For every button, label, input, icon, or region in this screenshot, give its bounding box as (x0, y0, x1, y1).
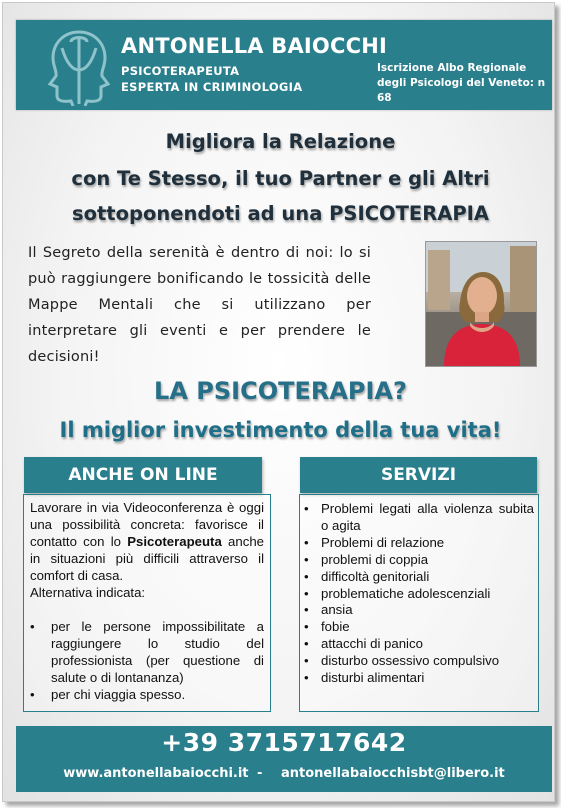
bullet-icon: • (30, 686, 35, 702)
registration-line-2: degli Psicologi del Veneto: n 68 (377, 77, 546, 104)
bullet-icon: • (304, 534, 309, 550)
online-alternative-label: Alternativa indicata: (30, 584, 146, 600)
practitioner-name: ANTONELLA BAIOCCHI (121, 34, 387, 58)
bullet-icon: • (304, 653, 309, 669)
subheadline-statement: Il miglior investimento della tua vita! (59, 418, 502, 442)
registration-line-1: Iscrizione Albo Regionale (377, 62, 527, 74)
registration-info (377, 61, 552, 106)
portrait-illustration (426, 242, 536, 366)
online-paragraph (30, 500, 264, 585)
practitioner-role (121, 63, 302, 95)
list-item-text: problematiche adolescenziali (321, 585, 491, 601)
online-text-bold: Psicoterapeuta (127, 533, 222, 549)
list-item-text: difficoltà genitoriali (321, 568, 430, 584)
portrait-photo (425, 241, 537, 367)
bullet-icon: • (304, 670, 309, 686)
list-item-text: problemi di coppia (321, 551, 429, 567)
headline-line-3: sottoponendoti ad una PSICOTERAPIA (71, 202, 489, 225)
list-item (302, 535, 534, 552)
bullet-icon: • (304, 602, 309, 618)
contact-links (16, 766, 552, 781)
phone-number[interactable]: +39 3715717642 (161, 728, 407, 757)
bullet-icon: • (30, 619, 35, 634)
services-section-title: SERVIZI (300, 457, 537, 493)
services-list (302, 501, 534, 687)
bullet-icon: • (304, 636, 309, 652)
list-item (302, 552, 534, 569)
headline-line-1: Migliora la Relazione (165, 130, 396, 153)
list-item-text: disturbi alimentari (321, 670, 425, 686)
contact-footer (16, 726, 552, 792)
list-item-text: per le persone impossibilitate a raggiungere lo studio del professionista (per questione di salute o di lontananza) (51, 619, 264, 685)
list-item (30, 619, 264, 687)
contact-separator: - (257, 766, 263, 781)
list-item-text: Problemi legati alla violenza subita o agita (321, 501, 534, 533)
list-item-text: attacchi di panico (321, 636, 423, 652)
list-item (302, 636, 534, 653)
header-banner (16, 20, 552, 110)
online-alternatives-list (30, 619, 264, 704)
list-item (302, 569, 534, 586)
bullet-icon: • (304, 501, 309, 516)
list-item (30, 687, 264, 704)
list-item (302, 670, 534, 687)
list-item-text: fobie (321, 619, 350, 635)
role-line-1: PSICOTERAPEUTA (121, 64, 240, 78)
email-link[interactable]: antonellabaiocchisbt@libero.it (280, 766, 505, 781)
intro-paragraph: Il Segreto della serenità è dentro di noi: lo si può raggiungere bonificando le tossicità delle Mappe Mentali che si utilizzano per interpretare gli eventi e per prendere le decisioni! (28, 245, 371, 365)
subheadline-question: LA PSICOTERAPIA? (154, 377, 407, 405)
list-item-text: ansia (321, 602, 353, 618)
list-item (302, 586, 534, 603)
psi-profile-logo-icon (38, 22, 120, 106)
bullet-icon: • (304, 568, 309, 584)
list-item (302, 501, 534, 535)
bullet-icon: • (304, 551, 309, 567)
list-item-text: disturbo ossessivo compulsivo (321, 653, 500, 669)
list-item (302, 653, 534, 670)
list-item (302, 619, 534, 636)
online-section-title: ANCHE ON LINE (24, 457, 262, 493)
list-item-text: per chi viaggia spesso. (51, 686, 186, 702)
online-text-before: Lavorare in via Videoconferenza è oggi una possibilità concreta: favorisce il contatto con lo (30, 500, 264, 549)
online-text-after: anche in situazioni più difficili attraverso il comfort di casa. (30, 533, 264, 583)
list-item (302, 602, 534, 619)
website-link[interactable]: www.antonellabaiocchi.it (63, 766, 249, 781)
online-description (30, 500, 264, 601)
role-line-2: ESPERTA IN CRIMINOLOGIA (121, 80, 303, 94)
bullet-icon: • (304, 585, 309, 601)
list-item-text: Problemi di relazione (321, 534, 445, 550)
headline-line-2: con Te Stesso, il tuo Partner e gli Altri (71, 167, 490, 190)
bullet-icon: • (304, 619, 309, 635)
